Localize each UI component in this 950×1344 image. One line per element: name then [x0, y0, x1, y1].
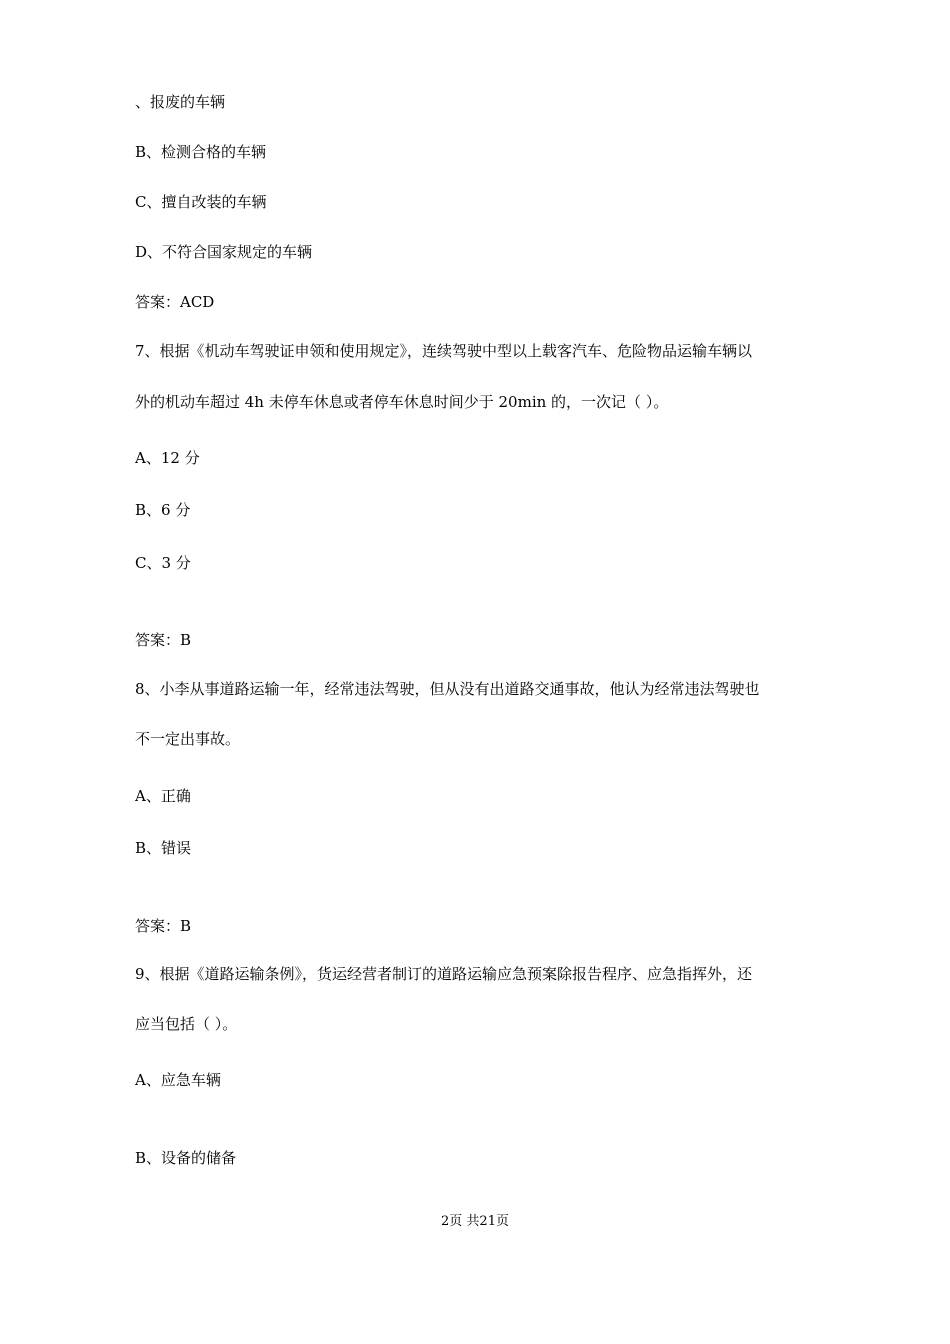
q6-answer: 答案：ACD: [135, 293, 215, 311]
q9-stem-line2: 应当包括（ ）。: [135, 1015, 238, 1033]
q9-option-b: B、设备的储备: [135, 1149, 237, 1167]
q6-option-c: C、擅自改装的车辆: [135, 193, 267, 211]
q7-option-c: C、3 分: [135, 554, 191, 572]
q7-answer: 答案：B: [135, 631, 192, 649]
q7-option-a: A、12 分: [135, 449, 200, 467]
q9-option-a: A、应急车辆: [135, 1071, 221, 1089]
q6-option-a: 、报废的车辆: [135, 93, 226, 111]
q6-option-b: B、检测合格的车辆: [135, 143, 267, 161]
q8-option-a: A、正确: [135, 787, 191, 805]
q8-option-b: B、错误: [135, 839, 192, 857]
q8-stem-line2: 不一定出事故。: [135, 730, 241, 748]
q8-stem-line1: 8、小李从事道路运输一年，经常违法驾驶，但从没有出道路交通事故，他认为经常违法驾驶也: [135, 680, 760, 698]
q8-answer: 答案：B: [135, 917, 192, 935]
q6-option-d: D、不符合国家规定的车辆: [135, 243, 313, 261]
q7-stem-line2: 外的机动车超过 4h 未停车休息或者停车休息时间少于 20min 的，一次记（ ）。: [135, 393, 669, 411]
q7-stem-line1: 7、根据《机动车驾驶证申领和使用规定》，连续驾驶中型以上载客汽车、危险物品运输车辆以: [135, 342, 753, 360]
q9-stem-line1: 9、根据《道路运输条例》，货运经营者制订的道路运输应急预案除报告程序、应急指挥外，还: [135, 965, 753, 983]
page-number-footer: 2页 共21页: [441, 1214, 509, 1229]
q7-option-b: B、6 分: [135, 501, 191, 519]
